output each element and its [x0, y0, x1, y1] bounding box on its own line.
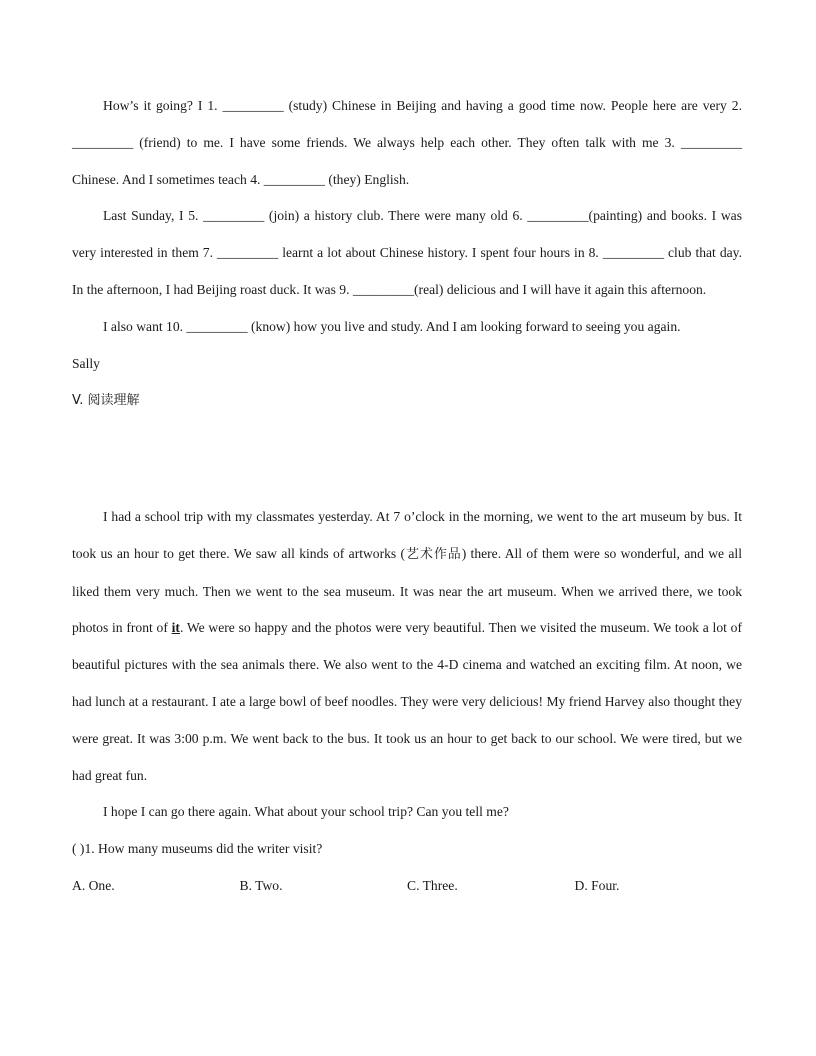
underlined-word: it [171, 620, 180, 636]
cloze-paragraph-3: I also want 10. _________ (know) how you live and study. And I am looking forward to seeing you again. [103, 318, 681, 334]
answer-options [72, 868, 742, 905]
section-title: V. 阅读理解 [72, 393, 140, 409]
reading-paragraph-2: I hope I can go there again. What about your school trip? Can you tell me? [103, 804, 509, 820]
letter-signature: Sally [72, 355, 100, 371]
option-a[interactable]: A. One. [72, 877, 115, 893]
option-c[interactable]: C. Three. [407, 877, 458, 893]
cloze-paragraph-2: Last Sunday, I 5. _________ (join) a history club. There were many old 6. _________(painting) and books. I was very interested in them 7. _________ learnt a lot about Chinese history. I spent four hours in 8. _________ club that day. In the afternoon, I had Beijing roast duck. It was 9. _________(real) delicious and I will have it again this afternoon. [72, 208, 742, 297]
reading-passage [72, 499, 742, 905]
cloze-paragraph-1: How’s it going? I 1. _________ (study) Chinese in Beijing and having a good time now. People here are very 2. _________ (friend) to me. I have some friends. We always help each other. They often talk with me 3. _________ Chinese. And I sometimes teach 4. _________ (they) English. [72, 98, 742, 187]
cloze-passage [72, 88, 742, 420]
reading-paragraph-1: I had a school trip with my classmates yesterday. At 7 o’clock in the morning, we went to the art museum by bus. It took us an hour to get there. We saw all kinds of artworks (艺术作品) there. All of them were so wonderful, and we all liked them very much. Then we went to the sea museum. It was near the art museum. When we arrived there, we took photos in front of it. We were so happy and the photos were very beautiful. Then we visited the museum. We took a lot of beautiful pictures with the sea animals there. We also went to the 4-D cinema and watched an exciting film. At noon, we had lunch at a restaurant. I ate a large bowl of beef noodles. They were very delicious! My friend Harvey also thought they were great. It was 3:00 p.m. We went back to the bus. It took us an hour to get back to our school. We were tired, but we had great fun. [72, 509, 742, 783]
option-d[interactable]: D. Four. [574, 877, 620, 893]
question-stem: ( )1. How many museums did the writer visit? [72, 841, 323, 857]
cjk-gloss: 艺术作品 [405, 546, 462, 562]
option-b[interactable]: B. Two. [239, 877, 283, 893]
